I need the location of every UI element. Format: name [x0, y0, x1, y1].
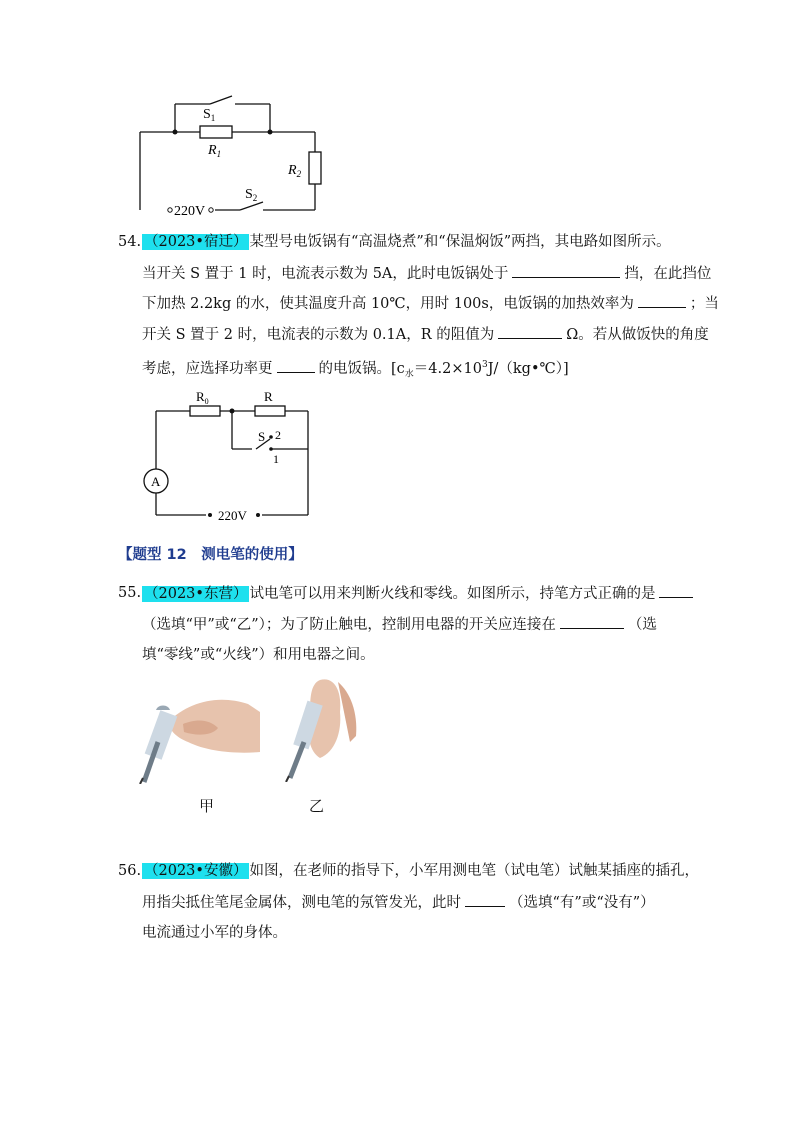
section-title: 【题型 12 测电笔的使用】	[118, 547, 303, 563]
s1-label: $S_1$	[203, 107, 216, 123]
s2-label: $S_2$	[245, 187, 258, 203]
answer-blank[interactable]	[638, 293, 686, 308]
source-tag: （2023•安徽）	[144, 863, 248, 879]
q56-line-1: （2023•安徽） 如图，在老师的指导下，小军用测电笔（试电笔）试触某插座的插孔，	[144, 863, 699, 879]
question-number-56: 56.	[118, 863, 142, 879]
r0-label: $R_0$	[196, 389, 209, 406]
q54-line-4: 开关 S 置于 2 时，电流表的示数为 0.1A，R 的阻值为 Ω。若从做饭快的角度	[142, 324, 709, 345]
voltage-label-1: 220V	[174, 204, 206, 219]
switch-s-label: S	[258, 429, 266, 444]
answer-blank[interactable]	[512, 263, 620, 278]
caption-jia: 甲	[199, 797, 215, 815]
q54-line-2: 当开关 S 置于 1 时，电流表示数为 5A，此时电饭锅处于 挡，在此挡位	[142, 263, 711, 284]
answer-blank[interactable]	[465, 892, 505, 907]
r1-label: $R_1$	[208, 143, 222, 159]
answer-blank[interactable]	[498, 324, 562, 339]
ammeter-label: A	[151, 474, 161, 489]
q54-line-3: 下加热 2.2kg 的水，使其温度升高 10℃，用时 100s，电饭锅的加热效率为 ；当	[142, 293, 719, 314]
question-number-55: 55.	[118, 585, 142, 601]
test-pen-hand-photo-a	[138, 682, 263, 784]
answer-blank[interactable]	[659, 583, 693, 598]
voltage-label-2: 220V	[218, 508, 247, 523]
question-number-54: 54.	[118, 234, 142, 250]
switch-pos-1-label: 1	[273, 452, 279, 466]
q54-line-5: 考虑，应选择功率更 的电饭锅。$[c_水=4.2\times 10^3J/(kg•℃)]$	[142, 355, 569, 385]
circuit-diagram-1	[130, 92, 330, 222]
answer-blank[interactable]	[560, 614, 624, 629]
caption-yi: 乙	[309, 797, 325, 815]
q55-line-3: 填“零线”或“火线”）和用电器之间。	[142, 647, 375, 663]
r-label: R	[264, 389, 273, 404]
q56-line-2: 用指尖抵住笔尾金属体，测电笔的氖管发光，此时 （选填“有”或“没有”）	[142, 892, 655, 913]
q55-line-2: （选填“甲”或“乙”）；为了防止触电，控制用电器的开关应连接在 （选	[142, 614, 657, 635]
circuit-diagram-2	[140, 385, 320, 525]
q55-line-1: （2023•东营） 试电笔可以用来判断火线和零线。如图所示，持笔方式正确的是	[142, 583, 697, 604]
test-pen-hand-photo-b	[280, 672, 370, 782]
q54-line-1: （2023•宿迁） 某型号电饭锅有“高温烧煮”和“保温焖饭”两挡，其电路如图所示。	[144, 234, 671, 250]
q56-line-3: 电流通过小军的身体。	[142, 925, 287, 941]
r2-label: $R_2$	[288, 163, 302, 179]
answer-blank[interactable]	[277, 358, 315, 373]
source-tag: （2023•东营）	[144, 586, 248, 602]
switch-pos-2-label: 2	[275, 428, 281, 442]
source-tag: （2023•宿迁）	[144, 234, 248, 250]
